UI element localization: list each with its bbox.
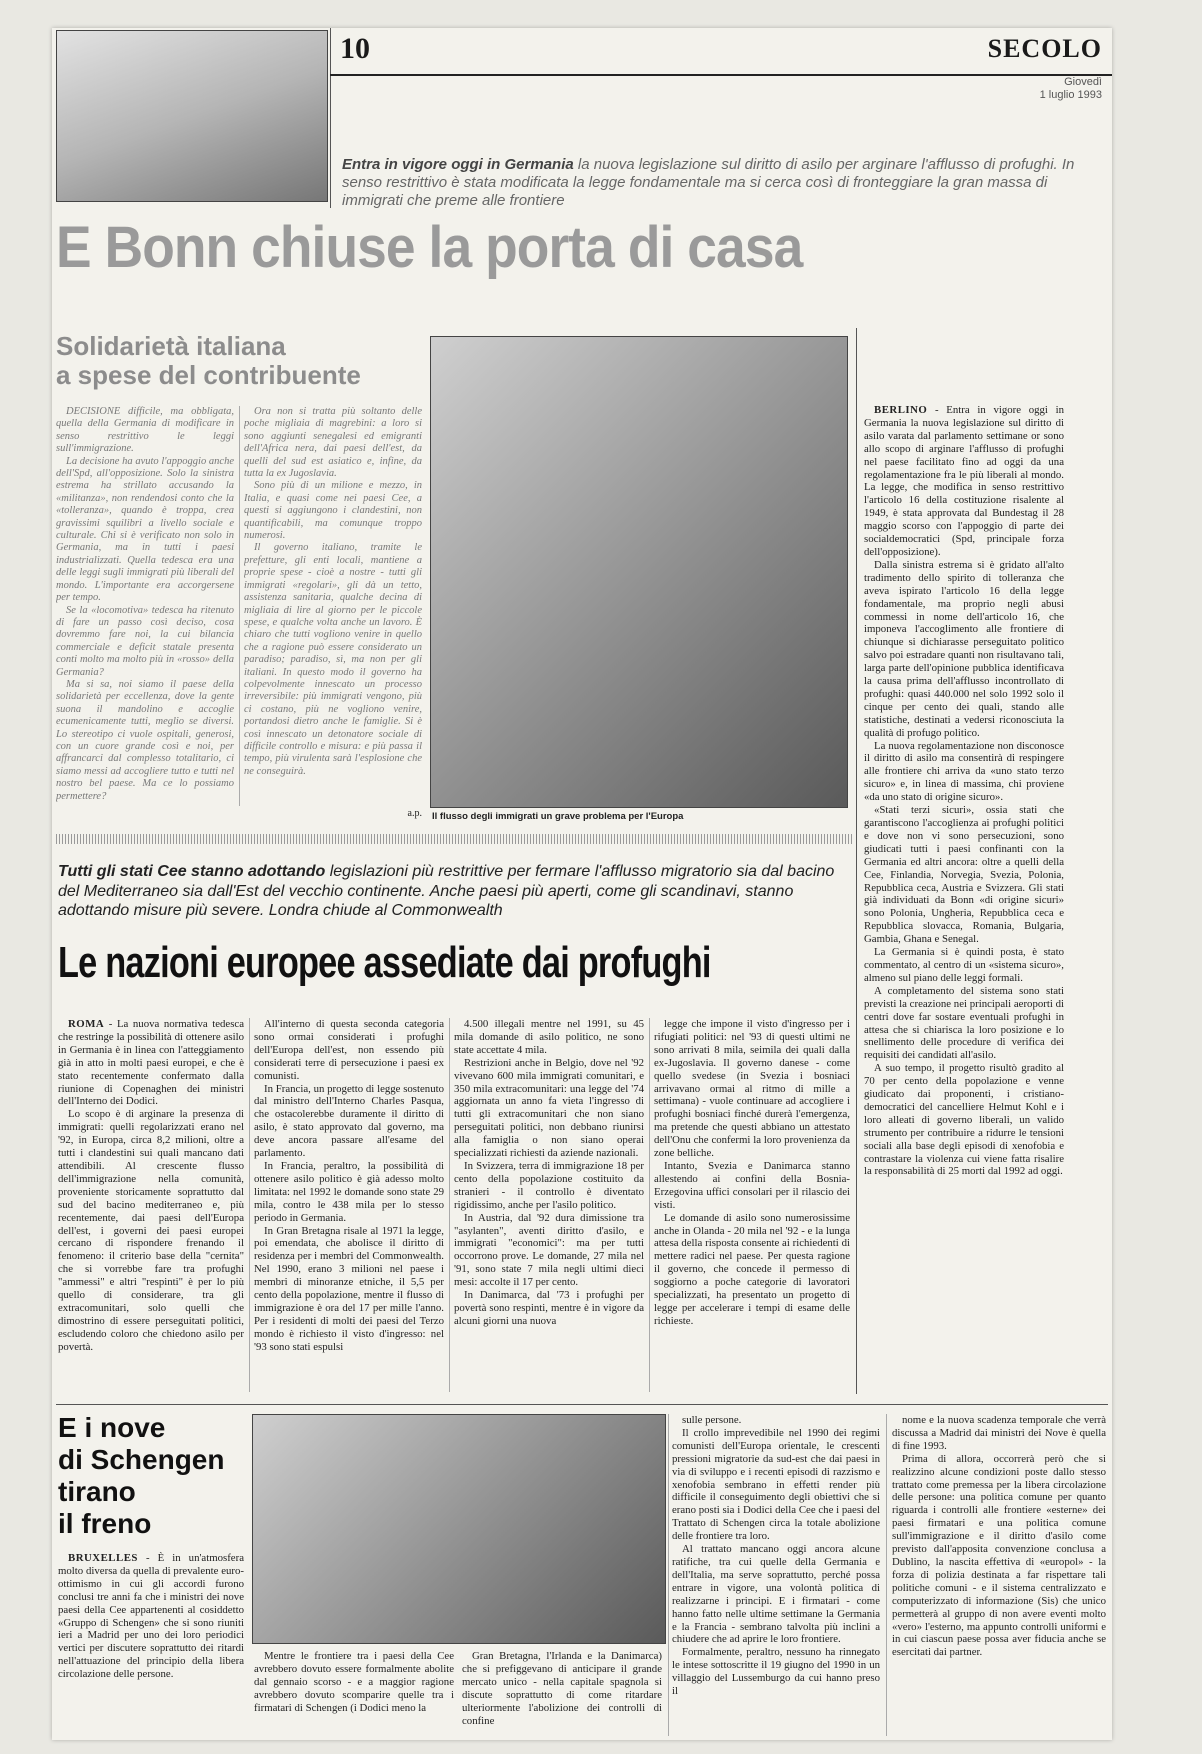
story1-lead-bold: Entra in vigore oggi in Germania xyxy=(342,156,574,173)
paragraph: Le domande di asilo sono numerosissime anche in Olanda - 20 mila nel '92 - e la lunga attesa della risposta consente ai richiedenti di mettere radici nel paese. Per questa ragione il governo, che concede il permesso di soggiorno a poche categorie di lavoratori specializzati, ha presentato un progetto di legge per accelerare i tempi di esame delle richieste. xyxy=(654,1211,850,1327)
paragraph: 4.500 illegali mentre nel 1991, su 45 mila domande di asilo politico, ne sono state accettate 4 mila. xyxy=(454,1018,644,1056)
paragraph: sulle persone. xyxy=(682,1414,742,1426)
story3-col4 xyxy=(672,1414,880,1738)
sidebar-signature: a.p. xyxy=(407,808,422,819)
paragraph: A suo tempo, il progetto risultò gradito al 70 per cento della popolazione e venne giudicato dai proponenti, i cristiano-democratici del cancelliere Helmut Kohl e i loro alleati di governo liberali, un valido strumento per contribuire a ridurre le tensioni sociali alla base degli episodi di xenofobia e contrastare la violenza cui viene fatta risalire la responsabilità di 25 morti dal 1992 ad oggi. xyxy=(864,1062,1064,1178)
paragraph: La decisione ha avuto l'appoggio anche dell'Spd, all'opposizione. Solo la sinistra estrema ha strillato accusando la «militanza», non rendendosi conto che la «tolleranza», quando è troppa, crea gravissimi squilibri a livello sociale e culturale. Chi si è verificato non solo in Germania, ma in tutti i paesi industrializzati. Quella tedesca era una delle leggi sugli immigrati più liberali del mondo. L'importante era accorgersene per tempo. xyxy=(56,455,234,604)
paragraph: ROMA - La nuova normativa tedesca che restringe la possibilità di ottenere asilo in Germania è in linea con l'atteggiamento già in atto in molti paesi europei, e che è stato recentemente confermato dalla riunione di Copenaghen dei ministri dell'Interno dei Dodici. xyxy=(58,1018,244,1108)
story3-col3 xyxy=(462,1650,662,1738)
story1-dateline: BERLINO xyxy=(874,404,928,416)
story3-headline-line: tirano xyxy=(58,1476,136,1507)
paragraph: Il governo italiano, tramite le prefetture, gli enti locali, mantiene a proprie spese - cioè a nostre - tutti gli immigrati «regolari», gli dà un tetto, assistenza sanitaria, qualche decina di migliaia di lire al giorno per le piccole spese, e qualche volta anche un lavoro. È chiaro che tutti vogliono venire in quello che a ragione può essere considerato un paradiso; paradiso, sì, ma non per gli italiani. In questo modo il governo ha colpevolmente innescato un processo irreversibile: più immigrati vengono, più ci costano, più ne vogliono venire, portandosi dietro anche le famiglie. Si è così innescato un detonatore sociale di difficile controllo e misura: e più passa il tempo, più virulenta sarà l'esplosione che ne conseguirà. xyxy=(244,542,422,777)
paragraph: Al trattato mancano oggi ancora alcune ratifiche, tra cui quelle della Germania e dell'Italia, ma serve soprattutto, perché possa entrare in vigore, una volontà politica di realizzarne i principi. E i firmatari - come hanno fatto nelle ultime settimane la Germania e la Francia - sembrano talvolta più inclini a chiudere che ad aprire le loro frontiere. xyxy=(672,1543,880,1646)
paragraph: Sono più di un milione e mezzo, in Italia, e quasi come nei paesi Cee, a questi si aggiungono i clandestini, non quantificabili, ma comunque troppo numerosi. xyxy=(244,480,422,542)
paragraph: legge che impone il visto d'ingresso per i rifugiati politici: nel '93 di questi ultimi ne sono arrivati 8 mila, seimila dei quali dalla ex-Jugoslavia. Il governo danese - come quello svedese (in Svezia i bosniaci arrivavano ormai al ritmo di mille a settimana) - vuole continuare ad accogliere i profughi bosniaci finché durerà l'emergenza, ma pretende che questi abbiano un attestato dell'Onu che confermi la loro provenienza da zone belliche. xyxy=(654,1018,850,1160)
paragraph: La Germania si è quindi posta, è stato commentato, al centro di un «sistema sicuro», almeno sul piano delle leggi formali. xyxy=(864,946,1064,984)
paragraph: Se la «locomotiva» tedesca ha ritenuto di fare un passo così deciso, cosa dovremmo fare noi, la cui bilancia commerciale e deficit statale presenta conti molto ma molto più in «rosso» della Germania? xyxy=(56,604,234,678)
story2-lead-bold: Tutti gli stati Cee stanno adottando xyxy=(58,863,326,880)
story2-dateline: ROMA xyxy=(68,1018,105,1030)
story3-col5 xyxy=(892,1414,1106,1738)
paragraph: BRUXELLES - È in un'atmosfera molto diversa da quella di prevalente euro-ottimismo in cui gli accordi furono conclusi tre anni fa che i ministri dei nove paesi della Cee appartenenti al cosiddetto «Gruppo di Schengen» che si sono riuniti ieri a Madrid per uno dei loro periodici vertici per discutere soprattutto dei ritardi nell'attuazione del principio della libera circolazione delle persone. xyxy=(58,1552,244,1681)
story3-col1 xyxy=(58,1552,244,1736)
sidebar-col2 xyxy=(244,406,422,808)
immigrant-photo xyxy=(430,336,848,808)
story3-dateline: BRUXELLES xyxy=(68,1552,138,1564)
paragraph: Mentre le frontiere tra i paesi della Cee avrebbero dovuto essere formalmente abolite dal gennaio scorso - e a maggior ragione avrebbero dovuto scomparire quelle tra i firmatari di Schengen (i Dodici meno la xyxy=(254,1650,454,1714)
story1-body xyxy=(864,404,1064,1392)
story1-headline: E Bonn chiuse la porta di casa xyxy=(56,215,803,280)
story3-col2 xyxy=(254,1650,454,1738)
paragraph: Intanto, Svezia e Danimarca stanno allestendo ai confini della Bosnia-Erzegovina uffici consolari per il rilascio dei visti. xyxy=(654,1159,850,1211)
paragraph: Prima di allora, occorrerà però che si realizzino alcune condizioni poste dallo stesso trattato come premessa per la libera circolazione delle persone: una politica comune per quanto riguarda i controlli alle frontiere «esterne» dei paesi firmatari e una politica comune sull'immigrazione e il diritto d'asilo come previsto dall'apposita convenzione conclusa a Dublino, la nascita effettiva di «europol» - la forza di polizia destinata a far rispettare tali politiche comuni - e il sistema centralizzato e computerizzato di informazione (Sis) che unico permetterà al gruppo di non avere eventi molto «vero» l'esterno, ma appunto controlli uniformi e in cui ciascun paese possa aver fiducia anche se esercitati dai partner. xyxy=(892,1452,1106,1659)
story1-lead xyxy=(342,156,1102,210)
sidebar-headline xyxy=(56,332,416,390)
paragraph: Ma si sa, noi siamo il paese della solidarietà per eccellenza, dove la gente suona il mandolino e accoglie ecumenicamente tutti, meglio se diversi. Lo stereotipo ci vuole ospitali, generosi, con un cuore grande così e noi, per affrancarci dal complesso totalitario, ci siamo messi ad accogliere tutto e tutti nel nostro bel paese. Ma ce lo possiamo permettere? xyxy=(56,678,234,802)
paragraph: nome e la nuova scadenza temporale che verrà discussa a Madrid dai ministri dei Nove è quella di fine 1993. xyxy=(892,1414,1106,1452)
paragraph: Restrizioni anche in Belgio, dove nel '92 vivevano 600 mila immigrati comunitari, e 350 mila extracomunitari: una legge del '74 aggiornata un anno fa vieta l'ingresso di tutti gli extracomunitari che non siano perseguitati politici, non debbano riunirsi alla famiglia o non siano operai specializzati richiesti da aziende nazionali. xyxy=(454,1056,644,1160)
paragraph: In Austria, dal '92 dura dimissione tra "asylanten", aventi diritto d'asilo, e immigrati "economici": ma per tutti occorrono prove. Le domande, 27 mila nel '91, sono state 7 mila negli ultimi dieci mesi: accolte il 17 per cento. xyxy=(454,1211,644,1289)
story3-headline-line: E i nove xyxy=(58,1412,166,1443)
story2-col2 xyxy=(254,1018,444,1394)
paragraph: Gran Bretagna, l'Irlanda e la Danimarca) che si prefiggevano di anticipare il grande mercato unico - nella capitale spagnola si discute soprattutto di come ritardare ulteriormente l'abolizione dei controlli di confine xyxy=(462,1650,662,1727)
page-number: 10 xyxy=(340,32,370,65)
schengen-photo xyxy=(252,1414,666,1644)
paragraph: In Svizzera, terra di immigrazione 18 per cento della popolazione costituito da stranieri - il controllo è diventato rigidissimo, anche per l'asilo politico. xyxy=(454,1159,644,1211)
story3-headline-line: di Schengen xyxy=(58,1444,225,1475)
paragraph: In Francia, un progetto di legge sostenuto dal ministro dell'Interno Charles Pasqua, che ostacolerebbe duramente il diritto di asilo, è stato approvato dal governo, ma deve ancora passare all'esame del parlamento. xyxy=(254,1082,444,1160)
sidebar-headline-line2: a spese del contribuente xyxy=(56,360,361,390)
sidebar-headline-line1: Solidarietà italiana xyxy=(56,331,286,361)
story2-col3 xyxy=(454,1018,644,1394)
sidebar-col1 xyxy=(56,406,234,808)
paragraph: «Stati terzi sicuri», ossia stati che garantiscono l'accoglienza ai profughi politici e dove non vi sono persecuzioni, sono giudicati tutti i paesi confinanti con la Germania ed altri ancora: oltre a quelli della Cee, Finlandia, Norvegia, Svezia, Polonia, Repubblica ceca, Austria e Svizzera. Gli stati già individuati da Bonn «di origine sicuri» sono Polonia, Ungheria, Repubblica ceca e Repubblica slovacca, Romania, Bulgaria, Gambia, Ghana e Senegal. xyxy=(864,804,1064,946)
immigrant-photo-caption: Il flusso degli immigrati un grave problema per l'Europa xyxy=(432,811,684,822)
story2-col4 xyxy=(654,1018,850,1394)
paragraph: All'interno di questa seconda categoria sono ormai considerati i profughi dell'Europa dell'est, non essendo più considerati terre di persecuzione i paesi ex comunisti. xyxy=(254,1018,444,1082)
paragraph: Il crollo imprevedibile nel 1990 dei regimi comunisti dell'Europa orientale, le crescenti pressioni migratorie da sud-est che dai paesi in via di sviluppo e i recenti episodi di razzismo e xenofobia sembrano in effetti render più difficile il conseguimento degli obiettivi che si erano posti sia i Dodici della Cee che i paesi del Trattato di Schengen circa la totale abolizione delle frontiere tra loro. xyxy=(672,1426,880,1543)
paragraph: In Danimarca, dal '73 i profughi per povertà sono respinti, mentre è in vigore da alcuni giorni una nuova xyxy=(454,1289,644,1327)
story2-lead-rest: legislazioni più restrittive per fermare l'afflusso migratorio sia dal bacino del Mediterraneo sia dall'Est del vecchio continente. Anche paesi più aperti, come gli scandinavi, stanno adottando misure più severe. Londra chiude al Commonwealth xyxy=(58,863,835,919)
paragraph: DECISIONE difficile, ma obbligata, quella della Germania di modificare in senso restrittivo le leggi sull'immigrazione. xyxy=(56,406,234,455)
paragraph: In Gran Bretagna risale al 1971 la legge, poi emendata, che abolisce il diritto di residenza per i membri del Commonwealth. Nel 1990, erano 3 milioni nel paese i membri di minoranze etniche, il 5,5 per cento della popolazione, mentre il flusso di immigrazione è ora del 17 per mille l'anno. Per i residenti di molti dei paesi del Terzo mondo è richiesto il visto d'ingresso: nel '93 sono stati espulsi xyxy=(254,1224,444,1353)
story3-headline xyxy=(58,1412,244,1540)
story2-lead xyxy=(58,862,848,921)
issue-day: Giovedì xyxy=(1064,76,1102,88)
issue-date: 1 luglio 1993 xyxy=(1039,89,1102,101)
paragraph: La nuova regolamentazione non disconosce il diritto di asilo ma consentirà di respingere alle frontiere chi arriva da «uno stato terzo sicuro» e, in linea di massima, chi proviene «da uno stato di origine sicuro». xyxy=(864,739,1064,804)
paragraph: A completamento del sistema sono stati previsti la creazione nei principali aeroporti di centri dove far sostare eventuali profughi in attesa che si chiarisca la loro posizione e lo snellimento delle procedure di verifica dei requisiti dei candidati all'asilo. xyxy=(864,984,1064,1062)
paragraph: Dalla sinistra estrema si è gridato all'alto tradimento dello spirito di tolleranza che aveva ispirato l'articolo 16 della legge fondamentale, ma proprio negli abusi commessi in nome dell'articolo 16, che imponeva l'accoglimento alle frontiere di chiunque si dichiarasse perseguitato politico salvo poi estradare quanti non risultavano tali, larga parte dell'opinione pubblica identificava la causa prima dell'afflusso incontrollato di profughi: quasi 440.000 nel solo 1992 solo il cinque per cento dei quali, stando alle statistiche, destinati a vedersi riconosciuta la qualità di profugo politico. xyxy=(864,558,1064,739)
story1-lead-rest: la nuova legislazione sul diritto di asilo per arginare l'afflusso di profughi. In senso restrittivo è stata modificata la legge fondamentale ma si cerca così di fronteggiare la gran massa di immigrati che preme alle frontiere xyxy=(342,156,1075,209)
story2-headline: Le nazioni europee assediate dai profughi xyxy=(58,938,711,987)
paragraph: BERLINO - Entra in vigore oggi in Germania la nuova legislazione sul diritto di asilo varata dal parlamento settimane or sono allo scopo di arginare l'afflusso di profughi nel paese facilitato fino ad oggi da una regolamentazione fra le più liberali al mondo. La legge, che modifica in senso restrittivo l'articolo 16 della costituzione risalente al 1949, è stata approvata dal Bundestag il 28 maggio scorso con l'appoggio di parte dei socialdemocratici (Spd, principale forza dell'opposizione). xyxy=(864,404,1064,558)
paragraph: Ora non si tratta più soltanto delle poche migliaia di magrebini: a loro si sono aggiunti senegalesi ed emigranti dell'Africa nera, dai paesi dell'est, da quelli del sud est asiatico e, infine, da tutta la ex Jugoslavia. xyxy=(244,406,422,480)
paragraph: In Francia, peraltro, la possibilità di ottenere asilo politico è già adesso molto limitata: nel 1992 le domande sono state 29 mila, contro le 438 mila per lo stesso periodo in Germania. xyxy=(254,1159,444,1224)
newspaper-page xyxy=(52,28,1112,1740)
story3-headline-line: il freno xyxy=(58,1508,152,1539)
masthead: SECOLO xyxy=(987,34,1102,63)
story2-col1 xyxy=(58,1018,244,1394)
section-separator xyxy=(56,834,852,844)
header-photo xyxy=(56,30,328,202)
paragraph: Formalmente, peraltro, nessuno ha rinnegato le intese sottoscritte il 19 giugno del 1990 in un villaggio del Lussemburgo da cui hanno preso il xyxy=(672,1646,880,1698)
paragraph: Lo scopo è di arginare la presenza di immigrati: quelli regolarizzati erano nel '92, in Europa, circa 8,2 milioni, oltre a tutti i clandestini sui quali mancano dati attendibili. Al crescente flusso dell'immigrazione nella comunità, proveniente storicamente soprattutto dal sud del bacino mediterraneo e, più recentemente, dai paesi dell'Europa dell'est, i governi dei paesi europei cercano di rispondere frenando il fenomeno: il criterio base della "cernita" che si vorrebbe fare tra profughi "ammessi" e altri "respinti" è per lo più quello di considerare, tra gli extracomunitari, solo quelli che dimostrino di essere perseguitati politici, escludendo coloro che chiedono asilo per povertà. xyxy=(58,1108,244,1353)
